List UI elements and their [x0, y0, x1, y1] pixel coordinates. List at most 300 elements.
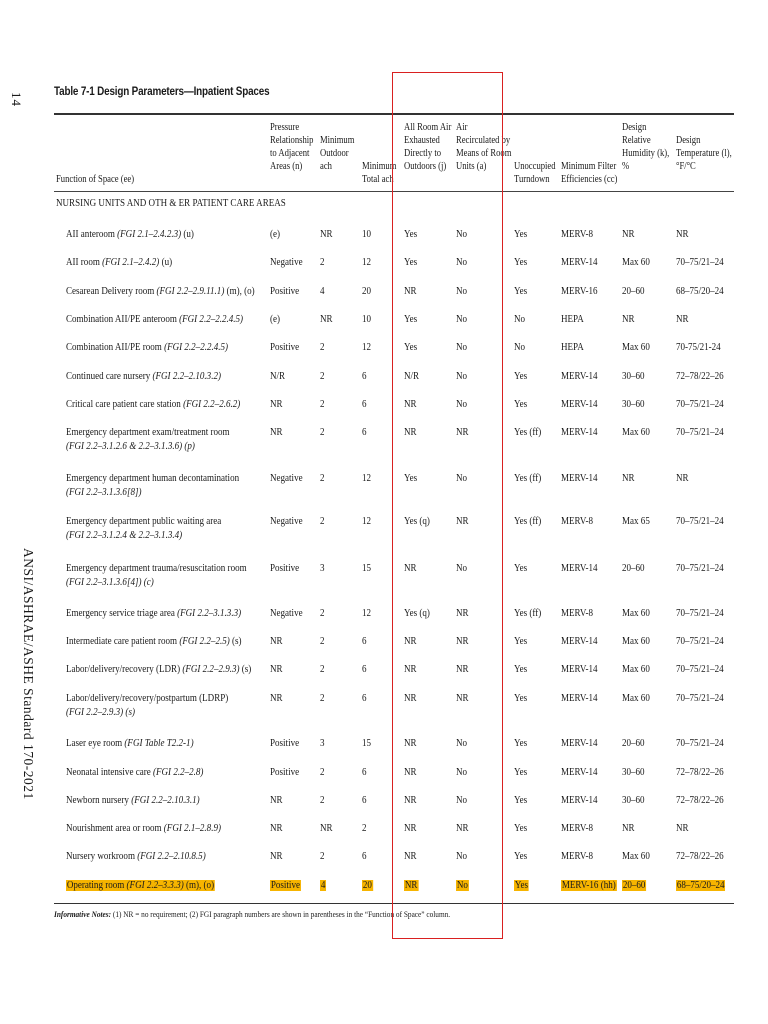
cell-humidity — [622, 472, 635, 486]
cell-unoccupied-turndown-value: Yes — [514, 880, 529, 891]
cell-humidity-value: Max 60 — [622, 257, 650, 268]
fgi-reference-line2: (FGI 2.2–3.1.2.4 & 2.2–3.1.3.4) — [66, 530, 183, 541]
header-total-line: Total ach — [362, 174, 394, 185]
header-exhausted-line: Directly to — [404, 148, 442, 159]
header-exhausted-line: Exhausted — [404, 135, 440, 146]
cell-unoccupied-turndown — [514, 663, 527, 677]
function-name: Emergency department human decontamination — [66, 473, 240, 484]
header-pressure — [270, 121, 313, 173]
cell-outdoor-ach-value: 3 — [320, 738, 325, 749]
cell-function-of-space — [66, 879, 215, 893]
cell-humidity — [622, 341, 650, 355]
cell-temperature — [676, 607, 724, 621]
function-name: AII anteroom — [66, 229, 118, 240]
cell-unoccupied-turndown-value: No — [514, 342, 526, 353]
cell-filter — [561, 228, 593, 242]
cell-outdoor-ach — [320, 692, 325, 706]
function-name: Nursery workroom — [66, 851, 138, 862]
fgi-reference: (FGI 2.2–2.10.3.2) — [152, 371, 221, 382]
cell-filter-value: MERV-14 — [561, 767, 598, 778]
header-temperature-line: °F/°C — [676, 161, 696, 172]
cell-total-ach — [362, 472, 371, 486]
cell-pressure-value: NR — [270, 664, 283, 675]
cell-unoccupied-turndown-value: Yes — [514, 371, 528, 382]
cell-filter — [561, 370, 598, 384]
fgi-reference: (FGI 2.1–2.4.2.3) — [117, 229, 182, 240]
cell-outdoor-ach — [320, 398, 325, 412]
cell-humidity-value: Max 60 — [622, 851, 650, 862]
cell-filter — [561, 398, 598, 412]
cell-recirculated-value: No — [456, 286, 468, 297]
header-humidity-line: Design — [622, 122, 647, 133]
cell-filter-value: MERV-8 — [561, 516, 594, 527]
cell-pressure-value: N/R — [270, 371, 286, 382]
cell-total-ach — [362, 515, 371, 529]
cell-function-of-space — [66, 398, 240, 412]
cell-exhausted-value: Yes (q) — [404, 516, 430, 527]
header-function-line: Function of Space (ee) — [56, 174, 135, 185]
cell-exhausted-value: Yes — [404, 257, 418, 268]
function-name: AII room — [66, 257, 103, 268]
cell-temperature — [676, 228, 689, 242]
cell-pressure — [270, 398, 283, 412]
cell-exhausted-value: Yes — [404, 473, 418, 484]
cell-humidity-value: 30–60 — [622, 399, 645, 410]
fgi-reference: (FGI 2.1–2.8.9) — [163, 823, 221, 834]
cell-function-of-space — [66, 370, 221, 384]
notes-text: (1) NR = no requirement; (2) FGI paragraph numbers are shown in parentheses in the “Function of Space” column. — [111, 909, 451, 919]
function-name: Emergency department trauma/resuscitation room — [66, 563, 247, 574]
cell-exhausted-value: Yes (q) — [404, 608, 430, 619]
cell-temperature — [676, 737, 724, 751]
function-notes: (s) — [229, 636, 242, 647]
cell-recirculated-value: No — [456, 795, 468, 806]
function-name: Combination AII/PE anteroom — [66, 314, 180, 325]
cell-pressure-value: Positive — [270, 563, 300, 574]
cell-unoccupied-turndown-value: Yes — [514, 851, 528, 862]
function-name: Nourishment area or room — [66, 823, 164, 834]
cell-function-of-space — [66, 472, 239, 500]
cell-pressure — [270, 515, 303, 529]
cell-temperature-value: 70–75/21–24 — [676, 563, 724, 574]
fgi-reference-line2: (FGI 2.2–3.1.3.6[4]) (c) — [66, 577, 154, 588]
cell-unoccupied-turndown-value: Yes (ff) — [514, 473, 542, 484]
cell-pressure — [270, 472, 303, 486]
cell-function-of-space — [66, 515, 221, 543]
header-unoccupied-line: Turndown — [514, 174, 550, 185]
cell-total-ach-value: 12 — [362, 342, 372, 353]
header-pressure-line: Pressure — [270, 122, 300, 133]
function-name: Emergency department public waiting area — [66, 516, 222, 527]
header-pressure-line: Areas (n) — [270, 161, 303, 172]
cell-filter — [561, 285, 598, 299]
cell-function-of-space — [66, 285, 255, 299]
cell-total-ach — [362, 663, 367, 677]
cell-total-ach-value: 6 — [362, 795, 367, 806]
cell-outdoor-ach — [320, 879, 326, 893]
cell-temperature-value: NR — [676, 314, 689, 325]
cell-pressure-value: Positive — [270, 767, 300, 778]
function-name: Intermediate care patient room — [66, 636, 180, 647]
cell-filter — [561, 737, 598, 751]
cell-pressure — [270, 766, 299, 780]
cell-recirculated-value: NR — [456, 516, 469, 527]
cell-function-of-space — [66, 341, 228, 355]
cell-temperature — [676, 879, 725, 893]
cell-filter-value: MERV-14 — [561, 399, 598, 410]
cell-function-of-space — [66, 766, 203, 780]
cell-exhausted-value: Yes — [404, 314, 418, 325]
cell-pressure — [270, 341, 299, 355]
fgi-reference-line2: (FGI 2.2–3.1.3.6[8]) — [66, 487, 142, 498]
cell-function-of-space — [66, 426, 230, 454]
cell-pressure — [270, 635, 283, 649]
cell-pressure — [270, 692, 283, 706]
cell-exhausted-value: NR — [404, 851, 417, 862]
cell-exhausted-value: NR — [404, 693, 417, 704]
cell-total-ach — [362, 426, 367, 440]
cell-outdoor-ach-value: 4 — [320, 286, 325, 297]
fgi-reference: (FGI 2.2–2.5) — [179, 636, 230, 647]
cell-filter — [561, 341, 584, 355]
cell-recirculated-value: No — [456, 738, 468, 749]
cell-recirculated-value: No — [456, 342, 468, 353]
cell-filter-value: MERV-14 — [561, 563, 598, 574]
cell-filter-value: MERV-16 — [561, 286, 598, 297]
cell-unoccupied-turndown — [514, 256, 527, 270]
cell-function-of-space — [66, 228, 194, 242]
cell-humidity-value: Max 60 — [622, 608, 650, 619]
function-notes: (m), (o) — [183, 880, 215, 891]
header-humidity-line: Humidity (k), — [622, 148, 670, 159]
cell-pressure — [270, 562, 299, 576]
cell-total-ach-value: 15 — [362, 738, 372, 749]
cell-total-ach — [362, 398, 367, 412]
cell-unoccupied-turndown — [514, 370, 527, 384]
cell-recirculated-value: NR — [456, 636, 469, 647]
cell-pressure — [270, 879, 301, 893]
header-recirc-line: Air — [456, 122, 468, 133]
cell-filter — [561, 635, 598, 649]
cell-total-ach-value: 6 — [362, 767, 367, 778]
cell-humidity — [622, 692, 650, 706]
cell-recirculated-value: NR — [456, 823, 469, 834]
cell-filter-value: MERV-8 — [561, 229, 594, 240]
cell-unoccupied-turndown — [514, 398, 527, 412]
cell-outdoor-ach — [320, 228, 333, 242]
cell-unoccupied-turndown-value: Yes (ff) — [514, 516, 542, 527]
cell-filter-value: MERV-8 — [561, 823, 594, 834]
cell-unoccupied-turndown — [514, 228, 527, 242]
cell-unoccupied-turndown-value: Yes — [514, 767, 528, 778]
cell-humidity — [622, 562, 645, 576]
header-pressure-line: Relationship — [270, 135, 314, 146]
cell-temperature-value: 72–78/22–26 — [676, 851, 724, 862]
cell-pressure-value: (e) — [270, 229, 281, 240]
cell-temperature-value: 70–75/21–24 — [676, 636, 724, 647]
cell-temperature-value: NR — [676, 229, 689, 240]
cell-outdoor-ach-value: NR — [320, 229, 333, 240]
cell-filter — [561, 562, 598, 576]
cell-temperature-value: 70–75/21–24 — [676, 693, 724, 704]
cell-humidity — [622, 794, 645, 808]
cell-pressure — [270, 426, 283, 440]
cell-humidity — [622, 766, 645, 780]
cell-unoccupied-turndown — [514, 341, 525, 355]
cell-filter-value: MERV-14 — [561, 738, 598, 749]
function-name: Emergency department exam/treatment room — [66, 427, 230, 438]
cell-outdoor-ach — [320, 285, 325, 299]
cell-temperature — [676, 256, 724, 270]
cell-total-ach-value: 12 — [362, 608, 372, 619]
cell-outdoor-ach — [320, 737, 325, 751]
cell-humidity — [622, 663, 650, 677]
cell-pressure — [270, 228, 280, 242]
cell-temperature-value: 68–75/20–24 — [676, 880, 725, 891]
cell-outdoor-ach — [320, 766, 325, 780]
cell-total-ach-value: 6 — [362, 399, 367, 410]
cell-outdoor-ach-value: 2 — [320, 342, 325, 353]
cell-outdoor-ach-value: 2 — [320, 795, 325, 806]
header-temperature — [676, 134, 732, 173]
cell-exhausted-value: NR — [404, 563, 417, 574]
cell-function-of-space — [66, 692, 228, 720]
cell-outdoor-ach — [320, 426, 325, 440]
informative-notes — [54, 909, 450, 919]
cell-humidity-value: NR — [622, 314, 635, 325]
cell-outdoor-ach — [320, 472, 325, 486]
cell-humidity-value: Max 60 — [622, 664, 650, 675]
function-name: Emergency service triage area — [66, 608, 178, 619]
cell-filter — [561, 822, 593, 836]
cell-exhausted-value: NR — [404, 286, 417, 297]
cell-unoccupied-turndown-value: Yes (ff) — [514, 608, 542, 619]
cell-filter-value: HEPA — [561, 342, 584, 353]
cell-total-ach — [362, 341, 371, 355]
cell-humidity-value: Max 60 — [622, 693, 650, 704]
cell-unoccupied-turndown — [514, 766, 527, 780]
cell-humidity-value: NR — [622, 229, 635, 240]
cell-unoccupied-turndown-value: Yes — [514, 738, 528, 749]
cell-total-ach — [362, 256, 371, 270]
cell-humidity-value: 20–60 — [622, 738, 645, 749]
header-humidity — [622, 121, 669, 173]
cell-unoccupied-turndown-value: Yes — [514, 257, 528, 268]
cell-recirculated-value: No — [456, 563, 468, 574]
cell-temperature-value: NR — [676, 823, 689, 834]
cell-filter-value: MERV-14 — [561, 693, 598, 704]
cell-humidity — [622, 370, 645, 384]
cell-temperature — [676, 370, 724, 384]
cell-outdoor-ach — [320, 794, 325, 808]
cell-filter — [561, 850, 593, 864]
cell-total-ach — [362, 228, 371, 242]
standard-side-title: ANSI/ASHRAE/ASHE Standard 170-2021 — [21, 548, 36, 800]
cell-unoccupied-turndown — [514, 635, 527, 649]
cell-pressure — [270, 607, 303, 621]
cell-outdoor-ach-value: 2 — [320, 427, 325, 438]
header-humidity-line: Relative — [622, 135, 651, 146]
cell-outdoor-ach-value: NR — [320, 314, 333, 325]
cell-exhausted-value: NR — [404, 636, 417, 647]
cell-unoccupied-turndown-value: Yes (ff) — [514, 427, 542, 438]
function-name: Newborn nursery — [66, 795, 132, 806]
cell-function-of-space — [66, 562, 247, 590]
function-name: Cesarean Delivery room — [66, 286, 157, 297]
cell-humidity — [622, 635, 650, 649]
cell-outdoor-ach — [320, 341, 325, 355]
cell-temperature — [676, 794, 724, 808]
cell-outdoor-ach — [320, 663, 325, 677]
cell-recirculated-value: No — [456, 880, 468, 891]
cell-filter-value: MERV-8 — [561, 851, 594, 862]
fgi-reference: (FGI 2.2–3.3.3) — [126, 880, 184, 891]
cell-humidity-value: 20–60 — [622, 563, 645, 574]
cell-outdoor-ach — [320, 822, 333, 836]
function-name: Operating room — [66, 880, 127, 891]
cell-total-ach-value: 20 — [362, 880, 372, 891]
header-pressure-line: to Adjacent — [270, 148, 310, 159]
cell-total-ach-value: 6 — [362, 636, 367, 647]
cell-pressure-value: NR — [270, 693, 283, 704]
cell-exhausted-value: NR — [404, 795, 417, 806]
cell-temperature — [676, 341, 721, 355]
cell-pressure-value: NR — [270, 851, 283, 862]
function-name: Combination AII/PE room — [66, 342, 165, 353]
cell-filter — [561, 256, 598, 270]
cell-exhausted-value: NR — [404, 880, 418, 891]
function-name: Labor/delivery/recovery (LDR) — [66, 664, 183, 675]
cell-filter-value: MERV-8 — [561, 608, 594, 619]
cell-humidity — [622, 822, 635, 836]
cell-temperature-value: 72–78/22–26 — [676, 767, 724, 778]
fgi-reference: (FGI 2.2–3.1.3.3) — [177, 608, 242, 619]
cell-humidity-value: 20–60 — [622, 286, 645, 297]
cell-total-ach-value: 6 — [362, 664, 367, 675]
cell-pressure-value: (e) — [270, 314, 281, 325]
function-notes: (m), (o) — [224, 286, 255, 297]
cell-outdoor-ach — [320, 850, 325, 864]
cell-total-ach-value: 6 — [362, 371, 367, 382]
cell-outdoor-ach-value: NR — [320, 823, 333, 834]
fgi-reference: (FGI 2.2–2.8) — [153, 767, 204, 778]
cell-unoccupied-turndown — [514, 794, 527, 808]
cell-exhausted-value: NR — [404, 664, 417, 675]
cell-humidity-value: 30–60 — [622, 767, 645, 778]
header-unoccupied — [514, 160, 556, 186]
cell-humidity — [622, 313, 635, 327]
cell-temperature-value: 70–75/21–24 — [676, 738, 724, 749]
cell-pressure-value: Negative — [270, 473, 303, 484]
header-recirc-line: Means of Room — [456, 148, 512, 159]
cell-pressure — [270, 794, 283, 808]
header-exhausted-line: All Room Air — [404, 122, 452, 133]
cell-temperature-value: NR — [676, 473, 689, 484]
cell-unoccupied-turndown-value: Yes — [514, 563, 528, 574]
header-unoccupied-line: Unoccupied — [514, 161, 556, 172]
cell-outdoor-ach-value: 2 — [320, 664, 325, 675]
cell-unoccupied-turndown-value: Yes — [514, 664, 528, 675]
cell-temperature-value: 70–75/21–24 — [676, 516, 724, 527]
cell-total-ach-value: 10 — [362, 229, 372, 240]
cell-pressure — [270, 850, 283, 864]
cell-total-ach-value: 6 — [362, 851, 367, 862]
cell-unoccupied-turndown — [514, 515, 541, 529]
cell-unoccupied-turndown — [514, 737, 527, 751]
cell-humidity — [622, 398, 645, 412]
cell-temperature — [676, 313, 689, 327]
cell-outdoor-ach — [320, 370, 325, 384]
cell-recirculated-value: No — [456, 314, 468, 325]
function-notes: (s) — [239, 664, 252, 675]
cell-total-ach-value: 20 — [362, 286, 372, 297]
cell-filter — [561, 607, 593, 621]
fgi-reference: (FGI Table T2.2-1) — [124, 738, 194, 749]
cell-recirculated-value: No — [456, 371, 468, 382]
cell-recirculated-value: No — [456, 229, 468, 240]
cell-recirculated-value: No — [456, 767, 468, 778]
fgi-reference-line2: (FGI 2.2–3.1.2.6 & 2.2–3.1.3.6) (p) — [66, 441, 195, 452]
cell-humidity-value: 20–60 — [622, 880, 646, 891]
fgi-reference-line2: (FGI 2.2–2.9.3) (s) — [66, 707, 135, 718]
cell-temperature — [676, 850, 724, 864]
cell-function-of-space — [66, 313, 243, 327]
cell-humidity-value: NR — [622, 473, 635, 484]
cell-unoccupied-turndown-value: Yes — [514, 229, 528, 240]
cell-unoccupied-turndown — [514, 562, 527, 576]
cell-humidity-value: NR — [622, 823, 635, 834]
cell-filter — [561, 472, 598, 486]
cell-exhausted-value: NR — [404, 738, 417, 749]
cell-function-of-space — [66, 850, 206, 864]
cell-humidity — [622, 607, 650, 621]
cell-total-ach — [362, 737, 371, 751]
cell-pressure-value: Negative — [270, 608, 303, 619]
fgi-reference: (FGI 2.2–2.2.4.5) — [164, 342, 229, 353]
function-name: Laser eye room — [66, 738, 125, 749]
cell-function-of-space — [66, 256, 172, 270]
cell-exhausted-value: NR — [404, 399, 417, 410]
cell-outdoor-ach-value: 2 — [320, 608, 325, 619]
header-temperature-line: Design — [676, 135, 701, 146]
cell-humidity — [622, 285, 645, 299]
cell-total-ach-value: 12 — [362, 516, 372, 527]
cell-outdoor-ach — [320, 256, 325, 270]
cell-filter — [561, 663, 598, 677]
cell-temperature — [676, 562, 724, 576]
cell-temperature — [676, 426, 724, 440]
cell-pressure-value: Negative — [270, 257, 303, 268]
cell-humidity-value: 30–60 — [622, 371, 645, 382]
cell-recirculated-value: No — [456, 257, 468, 268]
cell-pressure-value: Positive — [270, 286, 300, 297]
cell-pressure-value: Positive — [270, 738, 300, 749]
cell-function-of-space — [66, 822, 221, 836]
cell-filter — [561, 313, 584, 327]
cell-recirculated-value: NR — [456, 664, 469, 675]
function-notes: (u) — [159, 257, 173, 268]
cell-recirculated-value: No — [456, 473, 468, 484]
cell-unoccupied-turndown-value: Yes — [514, 795, 528, 806]
cell-filter-value: MERV-14 — [561, 427, 598, 438]
cell-function-of-space — [66, 737, 194, 751]
cell-outdoor-ach — [320, 562, 325, 576]
cell-unoccupied-turndown-value: Yes — [514, 823, 528, 834]
fgi-reference: (FGI 2.2–2.6.2) — [183, 399, 241, 410]
fgi-reference: (FGI 2.1–2.4.2) — [102, 257, 160, 268]
cell-exhausted-value: Yes — [404, 229, 418, 240]
cell-function-of-space — [66, 663, 251, 677]
